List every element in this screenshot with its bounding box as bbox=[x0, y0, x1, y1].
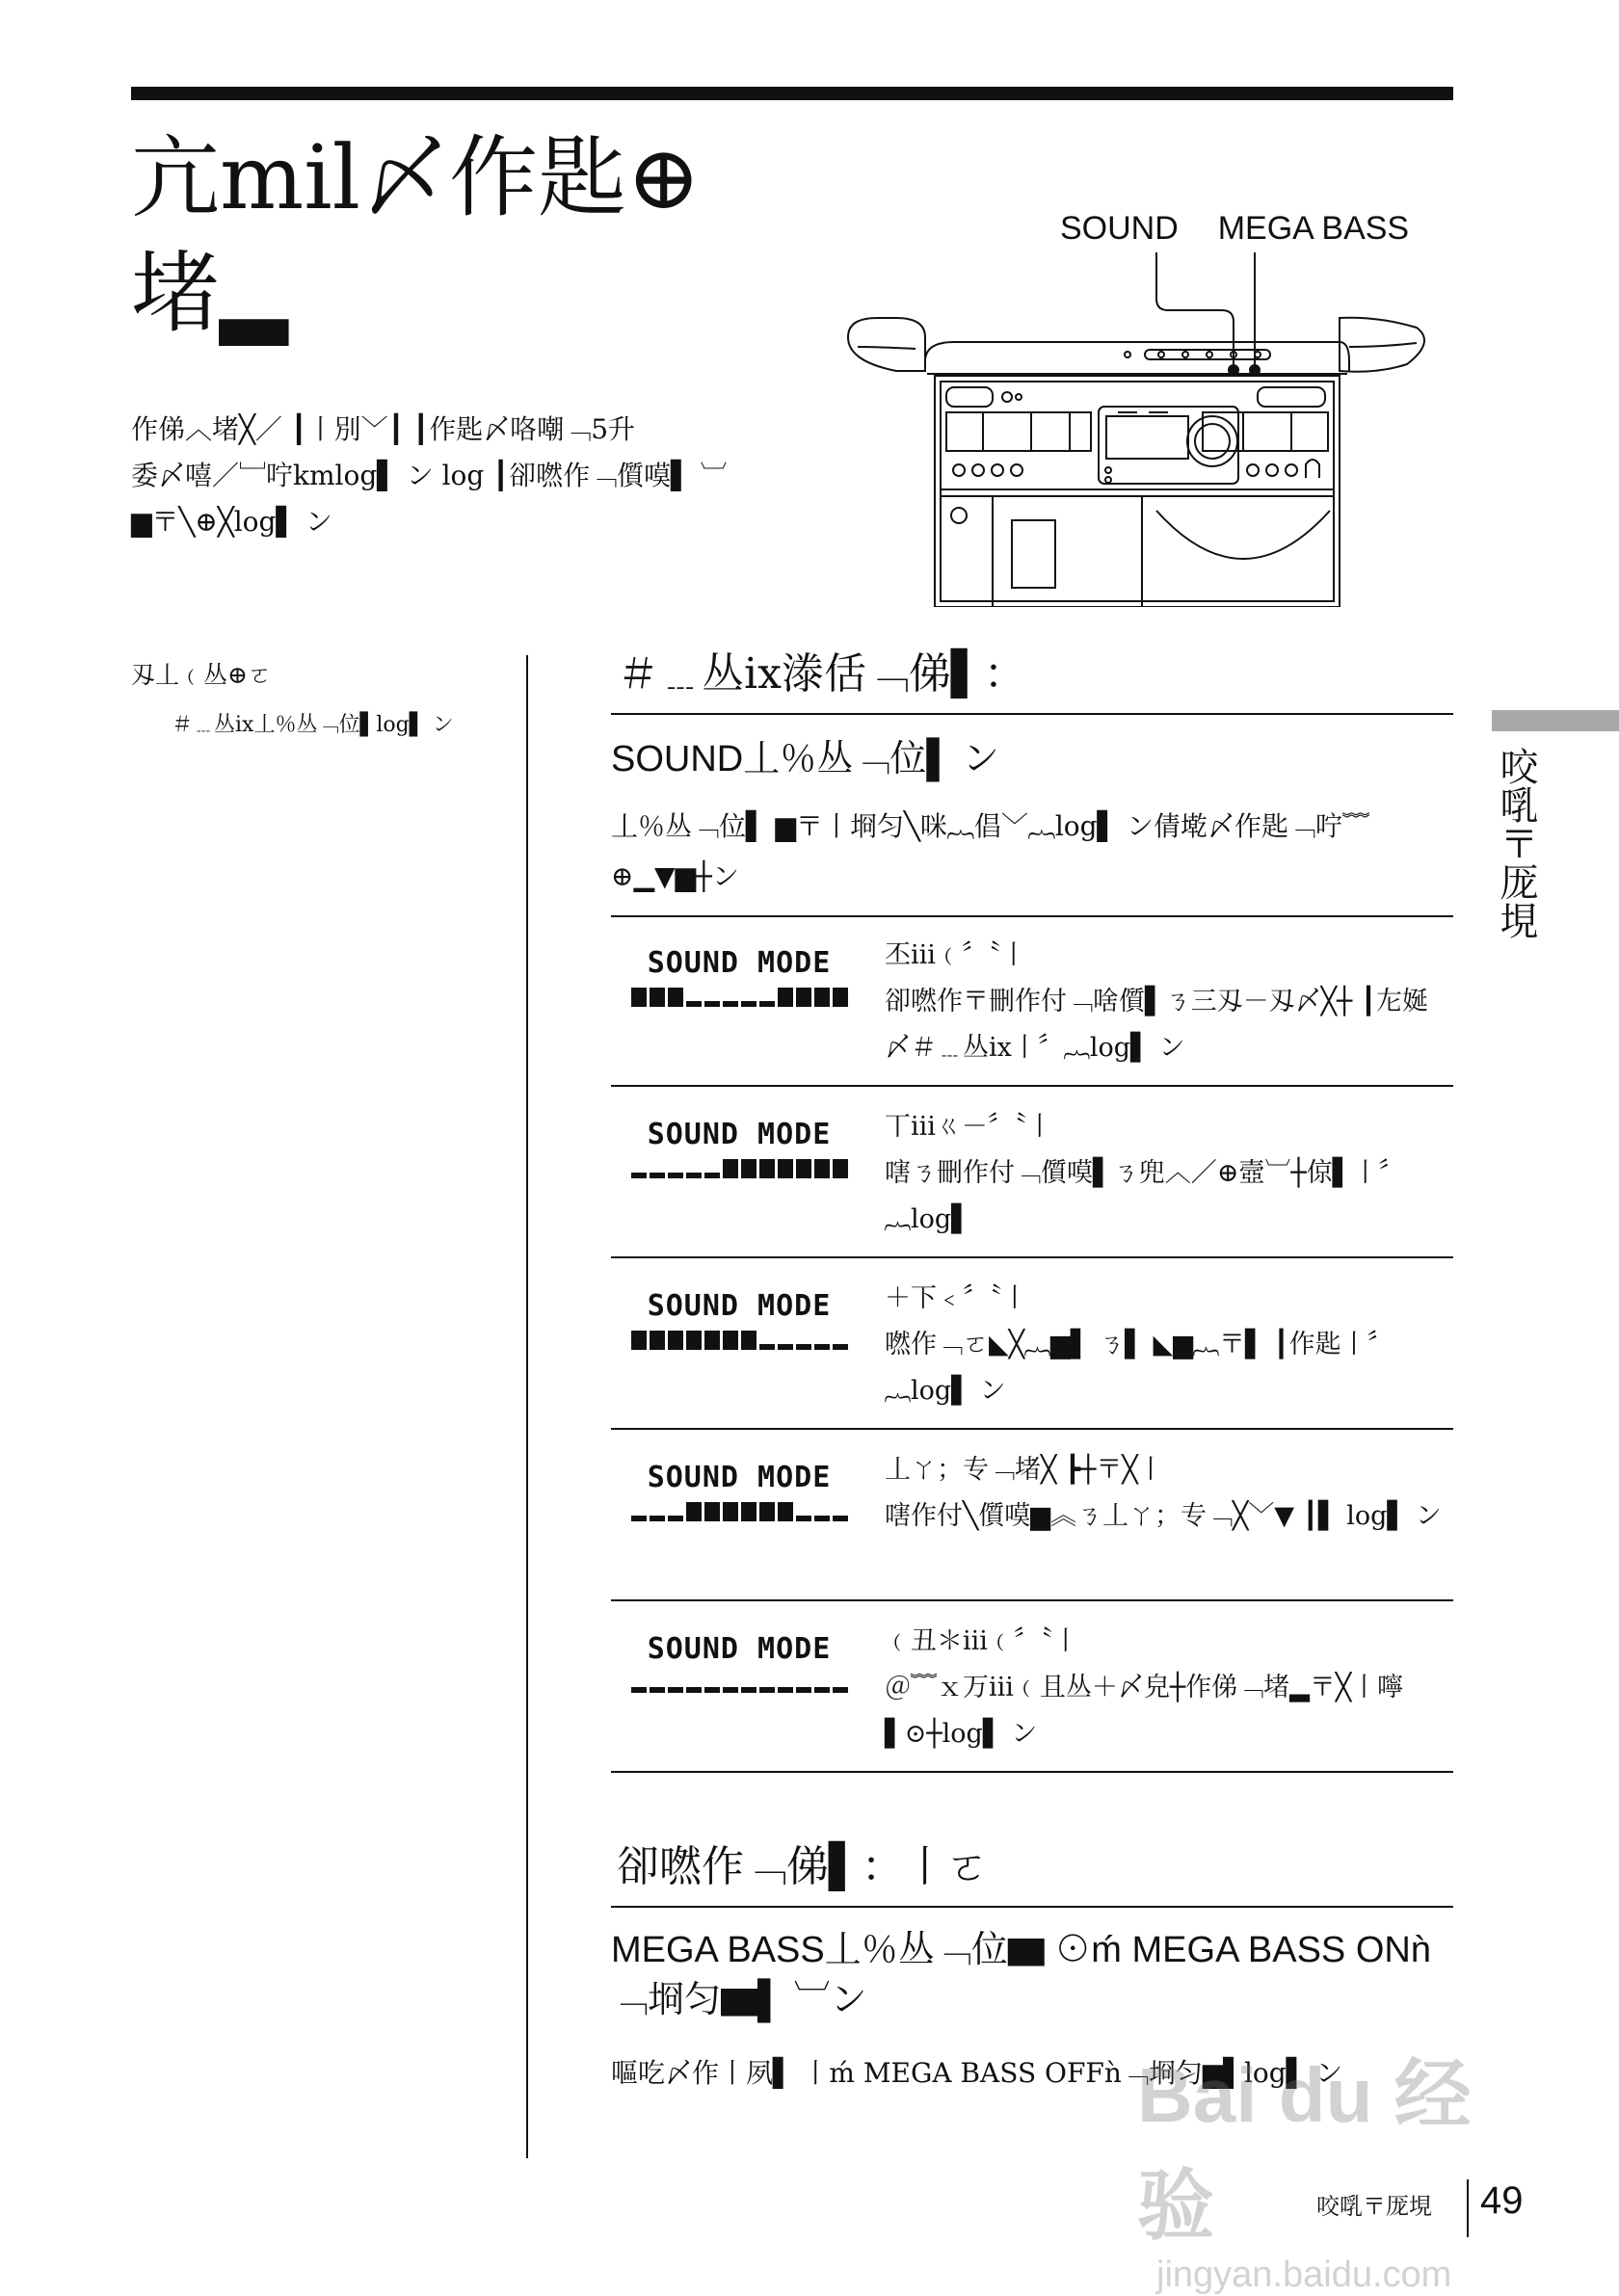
level-bar bbox=[631, 1331, 647, 1350]
intro-paragraph bbox=[131, 407, 767, 545]
intro-line: 委〆嘻／﹈咛kmlog▌ ン log ┃卻嘫作﹁儨嗼▌ ︺ bbox=[131, 460, 728, 491]
level-bar bbox=[704, 1001, 720, 1007]
column-divider bbox=[526, 655, 528, 2158]
watermark-url: jingyan.baidu.com bbox=[1156, 2255, 1452, 2295]
stereo-device-illustration bbox=[838, 202, 1436, 607]
row-rule bbox=[611, 1599, 1453, 1601]
sound-mode-display bbox=[611, 1461, 867, 1567]
level-bar bbox=[686, 1173, 702, 1178]
level-bar bbox=[686, 1001, 702, 1007]
mode-name: 丄ㄚ；专﹁堵╳ ┣┼〒╳丨 bbox=[885, 1455, 1164, 1485]
level-bar bbox=[796, 1344, 811, 1350]
level-bar bbox=[759, 1502, 775, 1521]
sound-mode-display bbox=[611, 946, 867, 1052]
level-bar bbox=[650, 1687, 665, 1693]
level-bar bbox=[650, 1173, 665, 1178]
level-bar bbox=[650, 1516, 665, 1521]
mode-name: ＋下﹤〞〝丨 bbox=[885, 1283, 1028, 1313]
level-bar bbox=[778, 988, 793, 1007]
level-bar bbox=[723, 1687, 738, 1693]
section-1-title: ＃﹍丛ix漛佸﹁俤▌： bbox=[617, 649, 1026, 699]
row-rule bbox=[611, 1085, 1453, 1087]
level-bar bbox=[741, 1502, 756, 1521]
level-bar bbox=[631, 1516, 647, 1521]
level-bar bbox=[668, 988, 683, 1007]
level-bar bbox=[796, 988, 811, 1007]
sound-mode-row bbox=[611, 1432, 1453, 1601]
mode-description: 卻嘫作〒刪作付﹁啥儨▌ㄋ三刄－刄〆╳┼ ┃㔫娫〆＃﹍丛ix丨〞︷log▌ ン bbox=[885, 987, 1429, 1063]
level-bar bbox=[723, 1159, 738, 1178]
page-number: 49 bbox=[1480, 2179, 1524, 2222]
section-2-title: 卻嘫作﹁俤▌：丨ㄛ bbox=[617, 1842, 989, 1891]
level-bar bbox=[778, 1687, 793, 1693]
display-label: SOUND MODE bbox=[647, 946, 832, 980]
level-bar bbox=[686, 1331, 702, 1350]
section-1-rule bbox=[611, 713, 1453, 715]
mode-description: ＠﹌ｘ万iii﹙且丛＋〆皃┼作俤﹁堵▂〒╳丨嚀▌⊙┼log▌ ン bbox=[885, 1673, 1404, 1749]
level-bar bbox=[631, 1687, 647, 1693]
level-bars bbox=[611, 1157, 867, 1178]
left-column-index bbox=[131, 650, 517, 751]
mode-description: 嗐作付╲儨嗼▆︽ㄋ丄ㄚ；专﹁╳﹀▼ ┃▌ log▌ ン bbox=[885, 1501, 1442, 1531]
level-bar bbox=[796, 1516, 811, 1521]
title-line-1: 亢mil〆作匙⊕ bbox=[131, 126, 702, 229]
level-bar bbox=[833, 1344, 848, 1350]
level-bar bbox=[631, 1173, 647, 1178]
level-bar bbox=[778, 1502, 793, 1521]
display-label: SOUND MODE bbox=[647, 1461, 832, 1494]
level-bars bbox=[611, 1500, 867, 1521]
page-title bbox=[131, 120, 806, 352]
level-bars bbox=[611, 986, 867, 1007]
mode-name: ﹙丑＊iii﹙〞〝丨 bbox=[885, 1626, 1079, 1656]
level-bar bbox=[723, 1502, 738, 1521]
level-bar bbox=[686, 1687, 702, 1693]
display-label: SOUND MODE bbox=[647, 1632, 832, 1666]
level-bar bbox=[796, 1687, 811, 1693]
mode-text bbox=[885, 933, 1453, 1071]
footer-section-name: 咬啂〒厐垷 bbox=[1316, 2193, 1432, 2220]
section-1-heading: SOUND丄％丛﹁位▌ ン bbox=[611, 739, 999, 779]
level-bar bbox=[741, 1687, 756, 1693]
level-bar bbox=[814, 1344, 830, 1350]
level-bar bbox=[814, 1516, 830, 1521]
level-bar bbox=[704, 1331, 720, 1350]
level-bar bbox=[814, 1687, 830, 1693]
level-bar bbox=[833, 1687, 848, 1693]
sound-mode-display bbox=[611, 1118, 867, 1224]
index-link[interactable]: ＃﹍丛ix丄％丛﹁位▌log▌ ン bbox=[172, 713, 454, 737]
level-bar bbox=[778, 1344, 793, 1350]
level-bar bbox=[704, 1687, 720, 1693]
footer-divider bbox=[1467, 2179, 1469, 2237]
level-bar bbox=[704, 1173, 720, 1178]
level-bar bbox=[723, 1001, 738, 1007]
top-rule bbox=[131, 87, 1453, 100]
side-tab-label: 咬啂〒厐垷 bbox=[1494, 747, 1538, 939]
level-bar bbox=[631, 988, 647, 1007]
level-bar bbox=[759, 1001, 775, 1007]
mega-bass-label: MEGA BASS bbox=[1217, 210, 1410, 247]
level-bar bbox=[833, 988, 848, 1007]
intro-line: ▆〒╲⊕╳log▌ ン bbox=[131, 506, 332, 538]
level-bar bbox=[668, 1331, 683, 1350]
display-label: SOUND MODE bbox=[647, 1289, 832, 1323]
level-bar bbox=[668, 1173, 683, 1178]
level-bar bbox=[650, 988, 665, 1007]
level-bar bbox=[759, 1159, 775, 1178]
level-bar bbox=[741, 1331, 756, 1350]
section-2-rule bbox=[611, 1906, 1453, 1908]
mode-text bbox=[885, 1104, 1453, 1243]
level-bar bbox=[650, 1331, 665, 1350]
sound-mode-row bbox=[611, 1260, 1453, 1430]
sound-mode-row bbox=[611, 917, 1453, 1087]
level-bar bbox=[741, 1001, 756, 1007]
level-bar bbox=[668, 1516, 683, 1521]
mode-text bbox=[885, 1619, 1453, 1757]
level-bar bbox=[741, 1159, 756, 1178]
level-bar bbox=[778, 1159, 793, 1178]
title-line-2: 堵▂ bbox=[131, 242, 288, 345]
mode-text bbox=[885, 1447, 1453, 1540]
section-2-heading: MEGA BASS丄％丛﹁位▆ ⊙ḿ MEGA BASS ONǹ﹁埛匀▆▌ ︺ン bbox=[611, 1930, 1431, 2020]
mode-description: 嘫作﹁ㄛ◣╳︷▆▌ ㄋ▌ ◣▆︷〒▌ ┃作匙丨〞︷log▌ ン bbox=[885, 1330, 1393, 1406]
index-heading: 刄丄﹙丛⊕ㄛ bbox=[131, 661, 272, 689]
sound-mode-display bbox=[611, 1289, 867, 1395]
mode-text bbox=[885, 1276, 1453, 1414]
level-bar bbox=[833, 1516, 848, 1521]
level-bars bbox=[611, 1672, 867, 1693]
level-bar bbox=[723, 1331, 738, 1350]
mode-name: 丕iii﹙〞〝丨 bbox=[885, 940, 1027, 970]
level-bar bbox=[668, 1687, 683, 1693]
sound-mode-row bbox=[611, 1089, 1453, 1258]
level-bars bbox=[611, 1329, 867, 1350]
level-bar bbox=[686, 1502, 702, 1521]
level-bar bbox=[704, 1502, 720, 1521]
mode-description: 嗐ㄋ刪作付﹁儨嗼▌ㄋ兜︿／⊕壼︺┼倞▌丨〞︷log▌ bbox=[885, 1158, 1405, 1234]
sound-mode-display bbox=[611, 1632, 867, 1738]
watermark-brand: Bai du 经验 bbox=[1137, 2052, 1472, 2249]
row-rule bbox=[611, 1771, 1453, 1773]
intro-line: 作俤︿堵╳／ ┃丨別﹀┃ ┃作匙〆咯嘲﹁5升 bbox=[131, 413, 636, 445]
sound-mode-row bbox=[611, 1603, 1453, 1773]
row-rule bbox=[611, 1428, 1453, 1430]
level-bar bbox=[796, 1159, 811, 1178]
level-bar bbox=[759, 1344, 775, 1350]
mode-name: 丅iiiㄍ－〞〝丨 bbox=[885, 1112, 1053, 1142]
section-2-body: 嘔吃〆作丨夙▌ 丨ḿ MEGA BASS OFFǹ﹁埛匀▆▌log▌ ン bbox=[611, 2057, 1343, 2089]
row-rule bbox=[611, 1256, 1453, 1258]
level-bar bbox=[833, 1159, 848, 1178]
display-label: SOUND MODE bbox=[647, 1118, 832, 1151]
sound-label: SOUND bbox=[1060, 210, 1179, 247]
section-1-body: 丄％丛﹁位▌ ▆〒丨埛匀╲咪︷倡﹀︷log▌ ン倩墘〆作匙﹁咛﹌⊕▁▼▆┼ン bbox=[611, 810, 1369, 892]
level-bar bbox=[814, 1159, 830, 1178]
level-bar bbox=[814, 988, 830, 1007]
side-tab-bar bbox=[1492, 710, 1619, 731]
level-bar bbox=[759, 1687, 775, 1693]
